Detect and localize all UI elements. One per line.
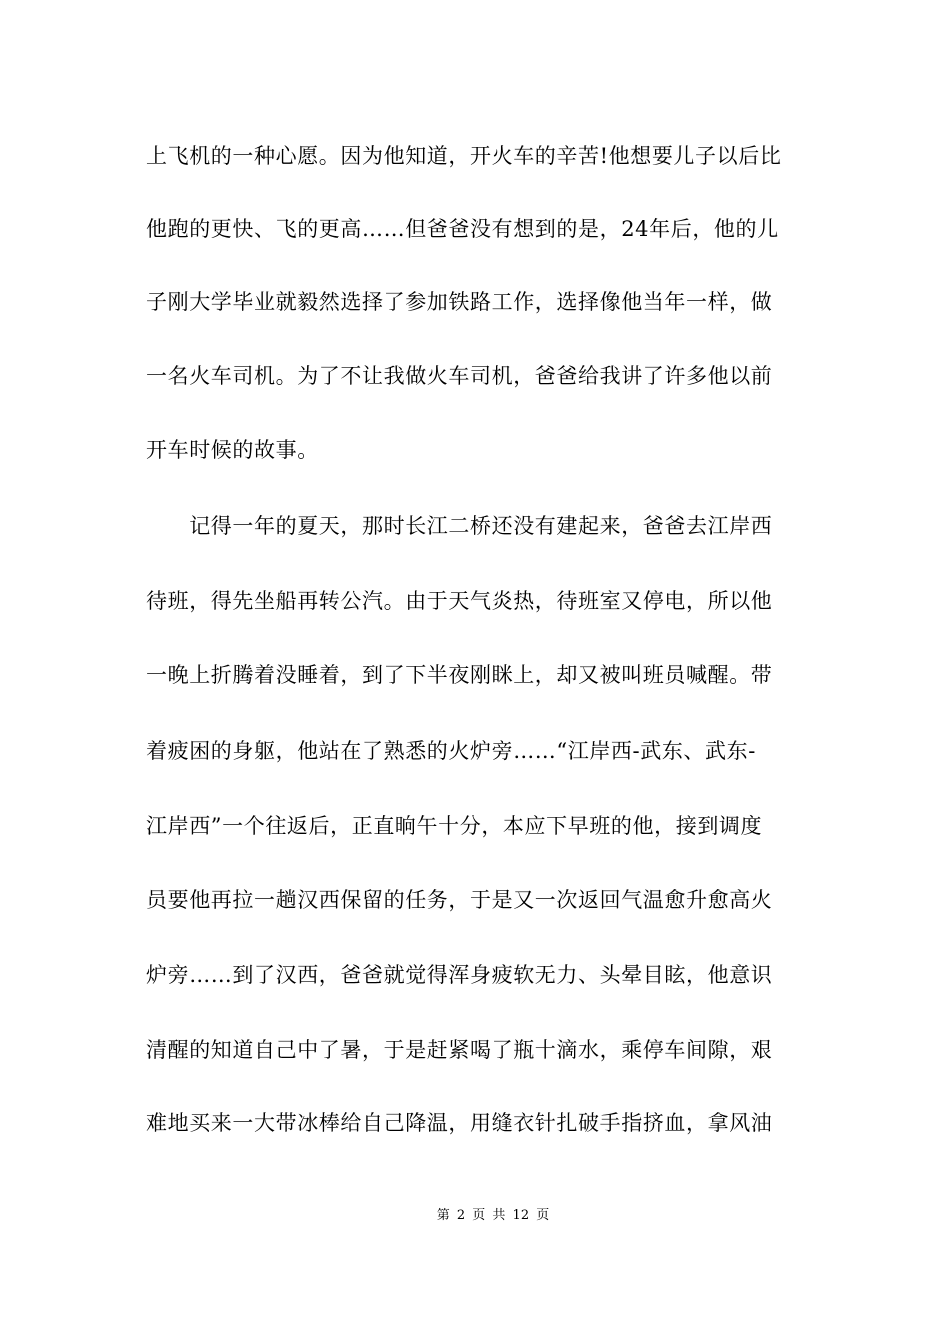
text-line: 上飞机的一种心愿。因为他知道，开火车的辛苦!他想要儿子以后比 [146, 144, 782, 168]
text-line: 他跑的更快、飞的更高……但爸爸没有想到的是，24年后，他的儿 [146, 217, 779, 241]
text-line: 子刚大学毕业就毅然选择了参加铁路工作，选择像他当年一样，做 [146, 290, 773, 314]
text-line: 员要他再拉一趟汉西保留的任务，于是又一次返回气温愈升愈高火 [146, 888, 773, 912]
page-number: 第 2 页 共 12 页 [436, 1208, 550, 1223]
text-line: 一名火车司机。为了不让我做火车司机，爸爸给我讲了许多他以前 [146, 364, 773, 388]
text-line: 着疲困的身躯，他站在了熟悉的火炉旁……“江岸西-武东、武东- [146, 739, 756, 763]
text-line: 开车时候的故事。 [146, 438, 319, 462]
paragraph-first-line: 记得一年的夏天，那时长江二桥还没有建起来，爸爸去江岸西 [146, 514, 773, 538]
text-line: 难地买来一大带冰棒给自己降温，用缝衣针扎破手指挤血，拿风油 [146, 1111, 773, 1135]
text-line: 江岸西”一个往返后，正直晌午十分，本应下早班的他，接到调度 [146, 814, 763, 838]
text-line: 炉旁……到了汉西，爸爸就觉得浑身疲软无力、头晕目眩，他意识 [146, 963, 773, 987]
text-line: 一晚上折腾着没睡着，到了下半夜刚眯上，却又被叫班员喊醒。带 [146, 663, 773, 687]
text-line: 清醒的知道自己中了暑，于是赶紧喝了瓶十滴水，乘停车间隙，艰 [146, 1038, 773, 1062]
text-line: 待班，得先坐船再转公汽。由于天气炎热，待班室又停电，所以他 [146, 589, 773, 613]
